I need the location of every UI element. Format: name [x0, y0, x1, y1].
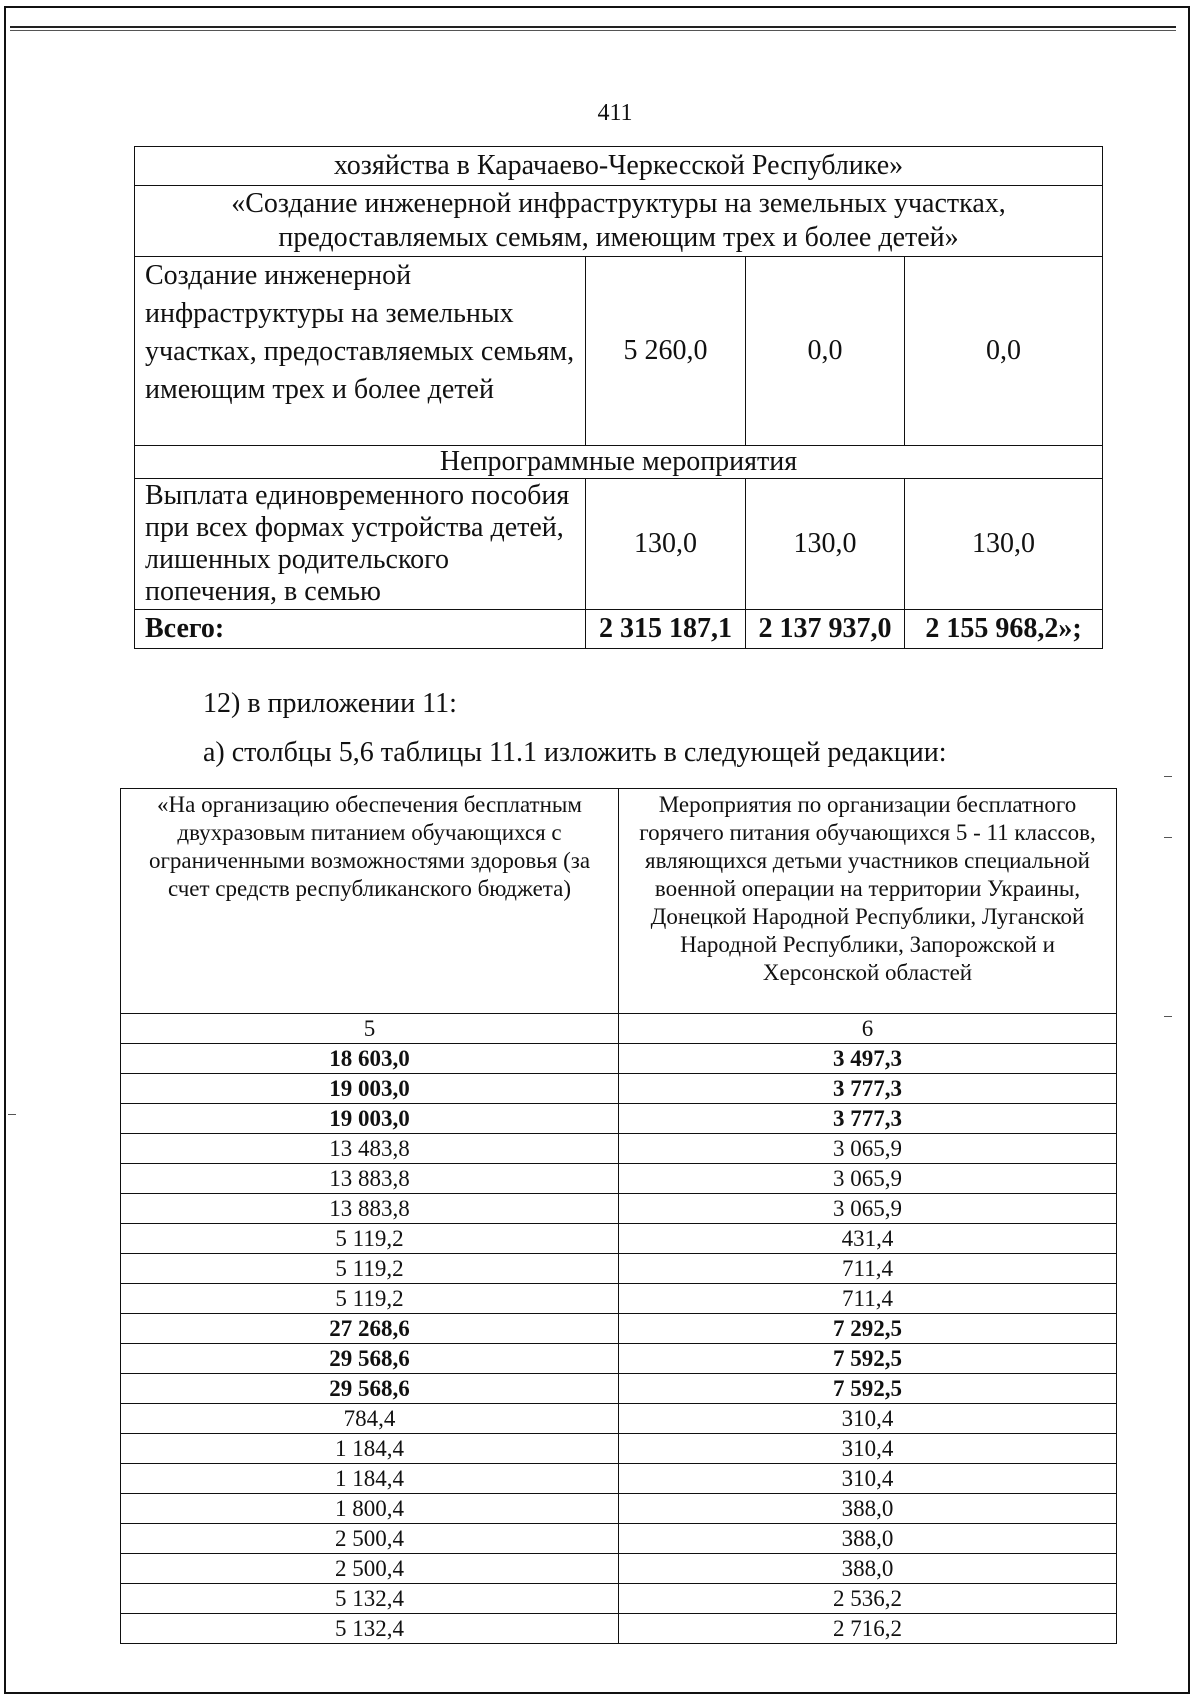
table-row [121, 1104, 1117, 1134]
column-6-value: 3 065,9 [619, 1134, 1117, 1164]
column-6-value: 310,4 [619, 1434, 1117, 1464]
header-row [121, 789, 1117, 1014]
table-row [121, 1584, 1117, 1614]
top-rule-thin [10, 30, 1176, 31]
table-row [121, 1164, 1117, 1194]
table-row [121, 1494, 1117, 1524]
table-row [135, 479, 1103, 610]
scan-mark [1164, 1016, 1172, 1017]
total-label: Всего: [135, 610, 586, 649]
table-row [121, 1344, 1117, 1374]
column-6-value: 3 777,3 [619, 1074, 1117, 1104]
column-5-value: 5 132,4 [121, 1584, 619, 1614]
total-value: 2 137 937,0 [746, 610, 905, 649]
table-row [121, 1314, 1117, 1344]
column-6-header: Мероприятия по организации бесплатного горячего питания обучающихся 5 - 11 классов, являющихся детьми участников специальной военной операции на территории Украины, Донецкой Народной Республики, Луганской Народной Республики, Запорожской и Херсонской областей [619, 789, 1117, 1014]
table-row [135, 147, 1103, 186]
column-5-value: 1 184,4 [121, 1434, 619, 1464]
table-row [121, 1554, 1117, 1584]
column-6-value: 310,4 [619, 1404, 1117, 1434]
column-number-row [121, 1014, 1117, 1044]
column-6-value: 388,0 [619, 1524, 1117, 1554]
column-5-value: 1 800,4 [121, 1494, 619, 1524]
value-cell: 130,0 [905, 479, 1103, 610]
column-6-value: 2 536,2 [619, 1584, 1117, 1614]
column-6-value: 711,4 [619, 1254, 1117, 1284]
appendix-table [120, 788, 1117, 1644]
scan-mark [8, 1114, 16, 1115]
column-5-value: 2 500,4 [121, 1524, 619, 1554]
column-5-value: 5 119,2 [121, 1224, 619, 1254]
table-row [121, 1284, 1117, 1314]
column-5-value: 29 568,6 [121, 1344, 619, 1374]
total-row [135, 610, 1103, 649]
table-row [121, 1464, 1117, 1494]
scan-mark [1164, 837, 1172, 838]
table-row [121, 1434, 1117, 1464]
column-6-value: 3 065,9 [619, 1194, 1117, 1224]
scan-mark [1164, 776, 1172, 777]
table-row [135, 257, 1103, 446]
column-6-value: 7 592,5 [619, 1374, 1117, 1404]
paragraph-12: 12) в приложении 11: [203, 688, 457, 719]
column-6-value: 711,4 [619, 1284, 1117, 1314]
page-number: 411 [597, 100, 633, 126]
column-number: 5 [121, 1014, 619, 1044]
subprogram-cell: «Создание инженерной инфраструктуры на земельных участках, предоставляемых семьям, имеющим трех и более детей» [135, 186, 1103, 257]
column-6-value: 7 292,5 [619, 1314, 1117, 1344]
column-6-value: 310,4 [619, 1464, 1117, 1494]
column-6-value: 7 592,5 [619, 1344, 1117, 1374]
table-row [121, 1404, 1117, 1434]
column-5-value: 27 268,6 [121, 1314, 619, 1344]
column-6-value: 3 777,3 [619, 1104, 1117, 1134]
column-5-value: 2 500,4 [121, 1554, 619, 1584]
measure-name-cell: Выплата единовременного пособия при всех формах устройства детей, лишенных родительского попечения, в семью [135, 479, 586, 610]
table-row [121, 1614, 1117, 1644]
value-cell: 5 260,0 [586, 257, 746, 446]
paragraph-a: а) столбцы 5,6 таблицы 11.1 изложить в следующей редакции: [203, 737, 947, 768]
column-5-value: 19 003,0 [121, 1104, 619, 1134]
table-row [121, 1134, 1117, 1164]
column-6-value: 431,4 [619, 1224, 1117, 1254]
column-5-value: 18 603,0 [121, 1044, 619, 1074]
value-cell: 0,0 [905, 257, 1103, 446]
value-cell: 130,0 [586, 479, 746, 610]
column-5-value: 1 184,4 [121, 1464, 619, 1494]
table-row [135, 446, 1103, 479]
measure-name-cell: Создание инженерной инфраструктуры на земельных участках, предоставляемых семьям, имеющим трех и более детей [135, 257, 586, 446]
table-row [121, 1224, 1117, 1254]
column-6-value: 3 065,9 [619, 1164, 1117, 1194]
column-5-value: 5 119,2 [121, 1254, 619, 1284]
column-6-value: 388,0 [619, 1494, 1117, 1524]
table-row [121, 1374, 1117, 1404]
column-6-value: 3 497,3 [619, 1044, 1117, 1074]
program-tail-cell: хозяйства в Карачаево-Черкесской Республике» [135, 147, 1103, 186]
column-5-value: 29 568,6 [121, 1374, 619, 1404]
total-value: 2 155 968,2»; [905, 610, 1103, 649]
section-cell: Непрограммные мероприятия [135, 446, 1103, 479]
column-5-value: 13 883,8 [121, 1164, 619, 1194]
value-cell: 0,0 [746, 257, 905, 446]
column-5-header: «На организацию обеспечения бесплатным двухразовым питанием обучающихся с ограниченными возможностями здоровья (за счет средств республиканского бюджета) [121, 789, 619, 1014]
column-5-value: 19 003,0 [121, 1074, 619, 1104]
table-row [121, 1044, 1117, 1074]
table-row [121, 1254, 1117, 1284]
column-number: 6 [619, 1014, 1117, 1044]
top-rule [10, 26, 1176, 28]
column-6-value: 388,0 [619, 1554, 1117, 1584]
column-5-value: 13 483,8 [121, 1134, 619, 1164]
budget-table [134, 146, 1103, 649]
table-row [121, 1194, 1117, 1224]
column-5-value: 784,4 [121, 1404, 619, 1434]
table-row [121, 1524, 1117, 1554]
column-6-value: 2 716,2 [619, 1614, 1117, 1644]
total-value: 2 315 187,1 [586, 610, 746, 649]
column-5-value: 5 132,4 [121, 1614, 619, 1644]
column-5-value: 5 119,2 [121, 1284, 619, 1314]
table-row [135, 186, 1103, 257]
value-cell: 130,0 [746, 479, 905, 610]
table-row [121, 1074, 1117, 1104]
column-5-value: 13 883,8 [121, 1194, 619, 1224]
